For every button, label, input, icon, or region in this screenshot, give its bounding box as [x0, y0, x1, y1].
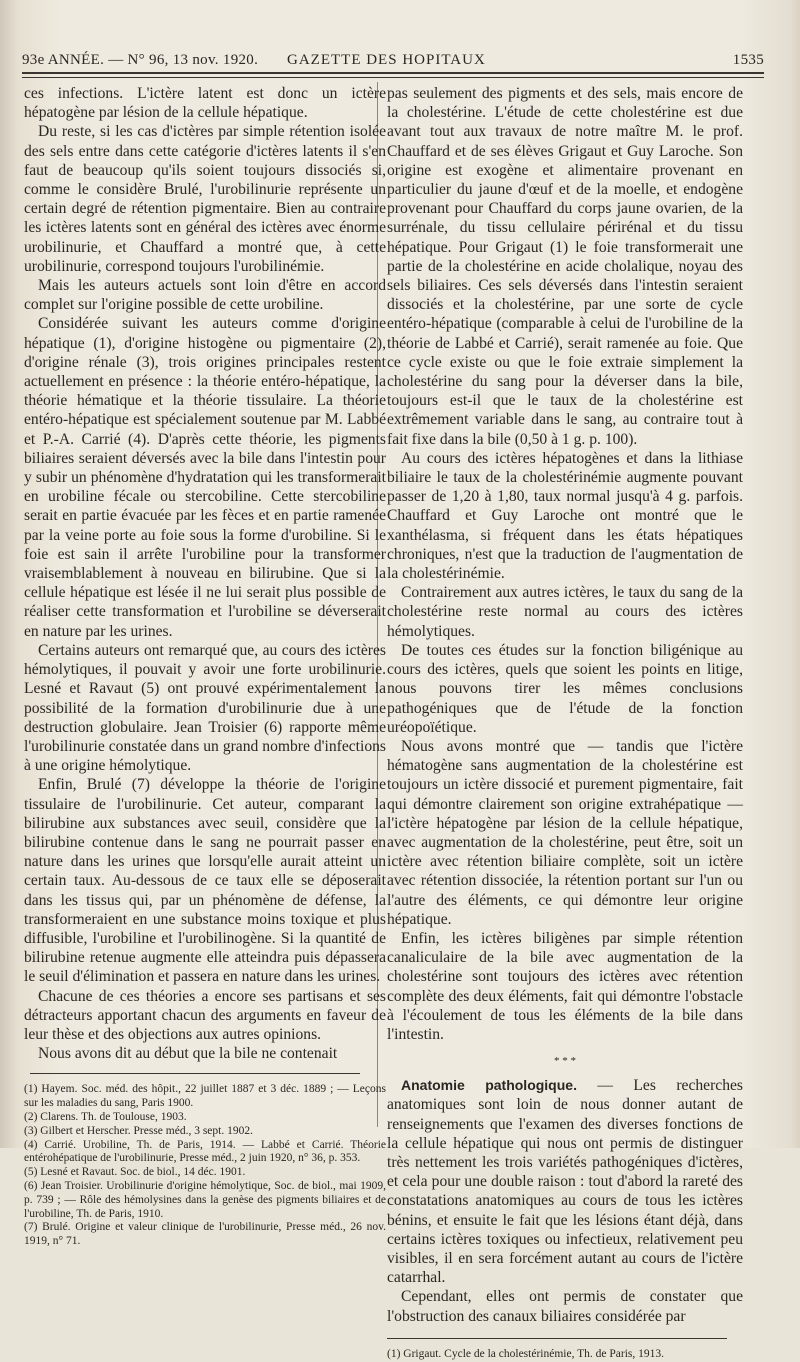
footnote: (7) Brulé. Origine et valeur clinique de l'urobilinurie, Presse méd., 26 nov. 1919, n° 71.	[24, 1221, 386, 1248]
footnote: (5) Lesné et Ravaut. Soc. de biol., 14 déc. 1901.	[24, 1166, 246, 1179]
journal-title: GAZETTE DES HOPITAUX	[287, 52, 486, 68]
footnote: (3) Gilbert et Herscher. Presse méd., 3 sept. 1902.	[24, 1124, 253, 1137]
paragraph: Nous avons montré que — tandis que l'ictère hématogène sans augmentation de la cholestérine est toujours un ictère dissocié et purement pigmentaire, fait qui démontre clairement son origine extrahépatique — l'ictère hépatogène par lésion de la cellule hépatique, avec augmentation de la cholestérine, peut être, soit un ictère avec rétention biliaire complète, soit un ictère avec rétention dissociée, la rétention portant sur l'un ou l'autre des éléments, ce qui démontre leur origine hépatique.	[387, 737, 743, 928]
paragraph: Considérée suivant les auteurs comme d'origine hépatique (1), d'origine histogène ou pigmentaire (2), d'origine rénale (3), trois origines principales restent actuellement en présence : la théorie entéro-hépatique, la théorie hématique et la théorie tissulaire. La théorie entéro-hépatique est spécialement soutenue par M. Labbé et P.-A. Carrié (4). D'après cette théorie, les pigments biliaires seraient déversés avec la bile dans l'intestin pour y subir un phénomène d'hydratation qui les transformerait en urobiline fécale ou stercobiline. Cette stercobiline serait en partie évacuée par les fèces et en partie ramenée par la veine porte au foie sous la forme d'urobiline. Si le foie est sain il arrête l'urobiline pour la transformer vraisemblablement à nouveau en bilirubine. Que si la cellule hépatique est lésée il ne lui serait plus possible de réaliser cette transformation et l'urobiline se déverserait en nature par les urines.	[24, 315, 386, 640]
footnote: (1) Grigaut. Cycle de la cholestérinémie, Th. de Paris, 1913.	[387, 1347, 664, 1360]
footnotes	[24, 1083, 386, 1249]
footnote: (4) Carrié. Urobiline, Th. de Paris, 1914. — Labbé et Carrié. Théorie entérohépatique de l'urobilinurie, Presse méd., 2 juin 1920, n° 36, p. 353.	[24, 1138, 386, 1165]
section-heading: Anatomie pathologique.	[401, 1077, 577, 1094]
paragraph: De toutes ces études sur la fonction biligénique au cours des ictères, quels que soient les points en litige, nous pouvons tirer les mêmes conclusions pathogéniques que de l'étude de la fonction uréopoïétique.	[387, 641, 743, 736]
paragraph: Cependant, elles ont permis de constater que l'obstruction des canaux biliaires considérée par	[387, 1288, 743, 1325]
header-rule-thin	[22, 77, 764, 78]
header-rule	[22, 72, 764, 74]
right-column	[387, 84, 743, 1362]
left-column	[24, 84, 386, 1249]
paragraph: Du reste, si les cas d'ictères par simple rétention isolée des sels entre dans cette catégorie d'ictères latents il s'en faut de beaucoup qu'ils soient toujours dissociés si, comme le considère Brulé, l'urobilinurie représente un certain degré de rétention pigmentaire. Bien au contraire les ictères latents sont en général des ictères avec énorme urobilinurie, et Chauffard a montré que, à cette urobilinurie, correspond toujours l'urobilinémie.	[24, 123, 386, 275]
paragraph: Contrairement aux autres ictères, le taux du sang de la cholestérine reste normal au cours des ictères hémolytiques.	[387, 584, 743, 640]
section-paragraph	[387, 1076, 743, 1287]
paragraph: Enfin, Brulé (7) développe la théorie de l'origine tissulaire de l'urobilinurie. Cet auteur, comparant la bilirubine aux substances avec seuil, considère que la bilirubine contenue dans le sang ne pourrait passer en nature dans les urines que lorsqu'elle aurait atteint un certain taux. Au-dessous de ce taux elle se déposerait dans les tissus qui, par un phénomène de défense, la transformeraient en une substance moins toxique et plus diffusible, l'urobiline et l'urobilinogène. Si la quantité de bilirubine retenue augmente elle atteindra puis dépassera le seuil d'élimination et passera en nature dans les urines.	[24, 776, 386, 986]
paragraph: Mais les auteurs actuels sont loin d'être en accord complet sur l'origine possible de cette urobiline.	[24, 277, 386, 314]
paragraph: Enfin, les ictères biligènes par simple rétention canaliculaire de la bile avec augmentation de la cholestérine sont toujours des ictères avec rétention complète des deux éléments, fait qui démontre l'obstacle à l'écoulement de tous les éléments de la bile dans l'intestin.	[387, 929, 743, 1043]
paragraph: pas seulement des pigments et des sels, mais encore de la cholestérine. L'étude de cette cholestérine est due avant tout aux travaux de notre maître M. le prof. Chauffard et de ses élèves Grigaut et Guy Laroche. Son origine est exogène et alimentaire provenant en particulier du jaune d'œuf et de la moelle, et endogène provenant pour Chauffard du corps jaune ovarien, de la surrénale, du tissu cellulaire périrénal et du tissu hépatique. Pour Grigaut (1) le foie transformerait une partie de la cholestérine en acide cholalique, noyau des sels biliaires. Ces sels déversés dans l'intestin seraient dissociés et la cholestérine, par une sorte de cycle entéro-hépatique (comparable à celui de l'urobiline de la théorie de Labbé et Carrié), serait ramenée au foie. Que ce cycle existe ou que le foie extraie simplement la cholestérine du sang pour la déverser dans la bile, toujours est-il que le taux de la cholestérine est extrêmement variable dans le sang, au contraire tout à fait fixe dans la bile (0,50 à 1 g. p. 100).	[387, 85, 743, 448]
paragraph-text: — Les recherches anatomiques sont loin de nous donner autant de renseignements que l'examen des diverses fonctions de la cellule hépatique qui nous ont permis de distinguer très nettement les trois variétés pathogéniques d'ictères, et cela pour une double raison : tout d'abord la rareté des constatations anatomiques au cours de tous les ictères bénins, et ensuite le fait que les lésions étant déjà, dans certains ictères toxiques ou infectieux, relativement peu visibles, il en sera forcément autant au cours de l'ictère catarrhal.	[387, 1077, 743, 1287]
paragraph: Nous avons dit au début que la bile ne contenait	[38, 1045, 338, 1063]
paragraph: Certains auteurs ont remarqué que, au cours des ictères hémolytiques, il pouvait y avoir une forte urobilinurie. Lesné et Ravaut (5) ont prouvé expérimentalement la possibilité de la formation d'urobilinurie due à une destruction globulaire. Jean Troisier (6) rapporte même l'urobilinurie constatée dans un grand nombre d'infections à une origine hémolytique.	[24, 641, 386, 775]
issue-info: 93e ANNÉE. — N° 96, 13 nov. 1920.	[22, 52, 259, 68]
footnote-rule	[387, 1338, 727, 1339]
footnote-rule	[30, 1073, 360, 1074]
paragraph: ces infections. L'ictère latent est donc un ictère hépatogène par lésion de la cellule hépatique.	[24, 85, 386, 122]
footnote: (1) Hayem. Soc. méd. des hôpit., 22 juillet 1887 et 3 déc. 1889 ; — Leçons sur les maladies du sang, Paris 1900.	[24, 1083, 386, 1110]
page-number: 1535	[732, 52, 764, 68]
paragraph: Au cours des ictères hépatogènes et dans la lithiase biliaire le taux de la cholestérinémie augmente pouvant passer de 1,20 à 1,80, taux normal jusqu'à 4 g. parfois. Chauffard et Guy Laroche ont montré que le xanthélasma, si fréquent dans les états hépatiques chroniques, n'est que la traduction de l'augmentation de la cholestérinémie.	[387, 449, 743, 583]
paragraph: Chacune de ces théories a encore ses partisans et ses détracteurs apportant chacun des arguments en faveur de leur thèse et des objections aux autres opinions.	[24, 987, 386, 1043]
footnote: (6) Jean Troisier. Urobilinurie d'origine hémolytique, Soc. de biol., mai 1909, p. 739 ; — Rôle des hémolysines dans la genèse des pigments biliaires et de l'urobiline, Th. de Paris, 1910.	[24, 1179, 386, 1220]
footnote: (2) Clarens. Th. de Toulouse, 1903.	[24, 1110, 187, 1123]
section-separator: * * *	[554, 1055, 576, 1068]
